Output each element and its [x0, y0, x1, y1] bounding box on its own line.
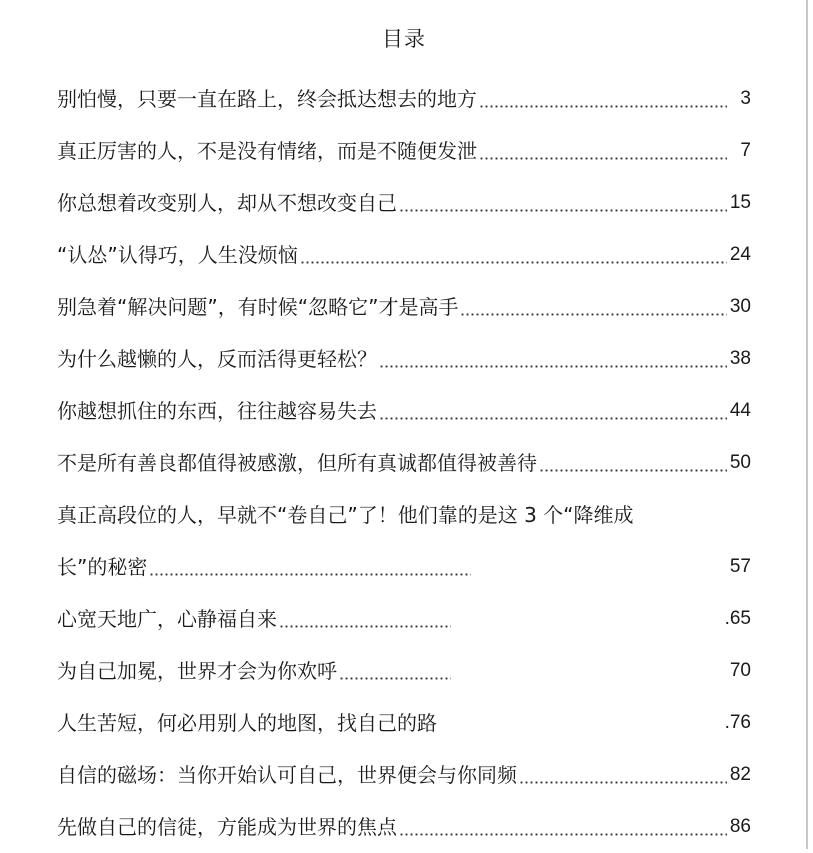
dot-leader	[479, 105, 727, 108]
dot-leader	[379, 417, 727, 420]
toc-entry-title: 长”的秘密	[57, 555, 148, 579]
dot-leader	[149, 573, 471, 576]
toc-list	[57, 73, 751, 853]
dot-leader	[399, 833, 727, 836]
toc-entry-line-1[interactable]	[57, 489, 751, 541]
toc-entry-title: 不是所有善良都值得被感激，但所有真诚都值得被善待	[57, 451, 537, 475]
dot-leader	[339, 677, 451, 680]
toc-entry-title: 你总想着改变别人，却从不想改变自己	[57, 191, 397, 215]
toc-entry-title: 别怕慢，只要一直在路上，终会抵达想去的地方	[57, 87, 477, 111]
toc-entry-page: .76	[724, 712, 751, 733]
toc-entry-page: 30	[729, 296, 751, 317]
toc-entry-page: 3	[740, 88, 751, 109]
toc-entry-page: 70	[729, 660, 751, 681]
dot-leader	[479, 157, 727, 160]
dot-leader	[519, 781, 727, 784]
toc-entry-page: 57	[729, 556, 751, 577]
toc-entry-page: 50	[729, 452, 751, 473]
dot-leader	[399, 209, 727, 212]
toc-entry-page: 24	[729, 244, 751, 265]
toc-entry-title: 人生苦短，何必用别人的地图，找自己的路	[57, 711, 437, 735]
toc-entry-page: 38	[729, 348, 751, 369]
toc-entry[interactable]	[57, 333, 751, 385]
dot-leader	[460, 313, 727, 316]
dot-leader	[539, 469, 727, 472]
toc-entry[interactable]	[57, 385, 751, 437]
dot-leader	[279, 625, 451, 628]
toc-entry[interactable]	[57, 281, 751, 333]
toc-entry-title: 心宽天地广，心静福自来	[57, 607, 277, 631]
toc-entry-page: 86	[729, 816, 751, 837]
toc-entry-page: 15	[729, 192, 751, 213]
toc-entry-title: 自信的磁场：当你开始认可自己，世界便会与你同频	[57, 763, 517, 787]
toc-entry[interactable]	[57, 73, 751, 125]
toc-entry[interactable]	[57, 697, 751, 749]
dot-leader	[379, 365, 727, 368]
toc-entry-title: “认怂”认得巧，人生没烦恼	[57, 243, 298, 267]
toc-entry[interactable]	[57, 125, 751, 177]
toc-entry-page: .65	[724, 608, 751, 629]
toc-entry[interactable]	[57, 229, 751, 281]
toc-entry-page: 44	[729, 400, 751, 421]
toc-entry-title: 你越想抓住的东西，往往越容易失去	[57, 399, 377, 423]
toc-entry[interactable]	[57, 749, 751, 801]
toc-entry[interactable]	[57, 177, 751, 229]
toc-entry-line-2[interactable]	[57, 541, 751, 593]
toc-entry-page: 7	[740, 140, 751, 161]
toc-entry-title: 先做自己的信徒，方能成为世界的焦点	[57, 815, 397, 839]
toc-entry[interactable]	[57, 801, 751, 853]
toc-entry[interactable]	[57, 437, 751, 489]
toc-entry-title: 别急着“解决问题”，有时候“忽略它”才是高手	[57, 295, 459, 319]
toc-entry-page: 82	[729, 764, 751, 785]
toc-entry-title: 为自己加冕，世界才会为你欢呼	[57, 659, 337, 683]
toc-entry-title: 为什么越懒的人，反而活得更轻松？	[57, 347, 377, 371]
toc-entry-title: 真正高段位的人，早就不“卷自己”了！他们靠的是这 3 个“降维成	[57, 503, 634, 527]
toc-title: 目录	[382, 27, 426, 51]
dot-leader	[300, 261, 727, 264]
toc-entry[interactable]	[57, 645, 751, 697]
toc-entry[interactable]	[57, 593, 751, 645]
toc-entry-title: 真正厉害的人，不是没有情绪，而是不随便发泄	[57, 139, 477, 163]
